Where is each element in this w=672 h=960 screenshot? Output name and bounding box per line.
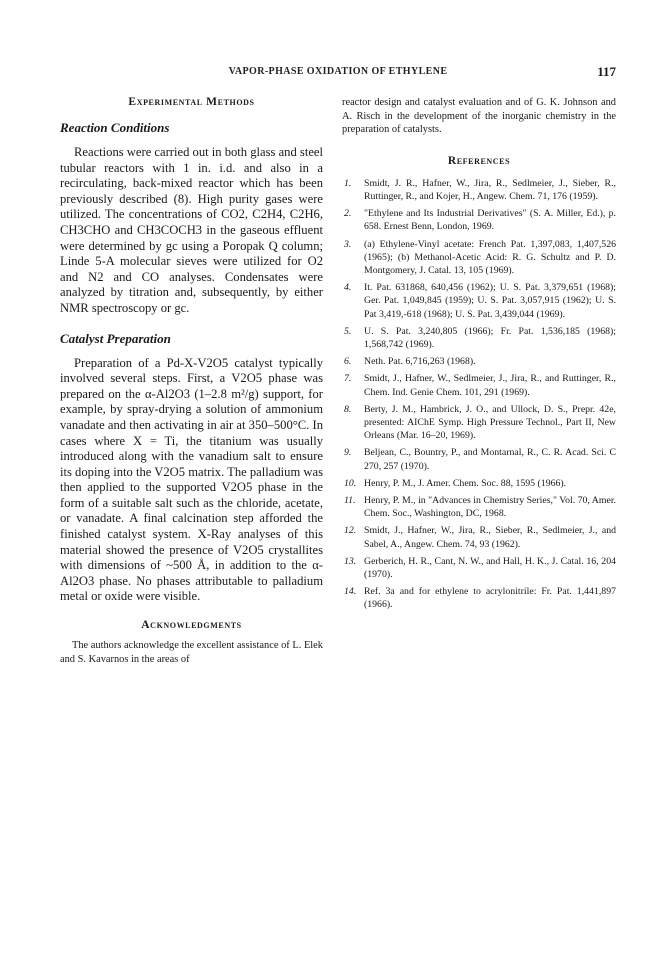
reference-item [342, 238, 616, 278]
reference-number: 8. [344, 403, 352, 415]
reference-number: 6. [344, 356, 352, 368]
reference-number: 13. [344, 555, 357, 567]
reference-number: 12. [344, 525, 357, 537]
catalyst-preparation-heading: Catalyst Preparation [60, 330, 171, 346]
reference-text: It. Pat. 631868, 640,456 (1962); U. S. Pat. 3,379,651 (1968); Ger. Pat. 1,049,845 (1959); U. S. Pat. 3,057,915 (1962); U. S. Pat 3,419,-618 (1968); U. S. Pat. 3,439,044 (1969). [364, 282, 616, 320]
acknowledgments-heading: Acknowledgments [141, 619, 242, 632]
experimental-methods-heading: Experimental Methods [128, 96, 255, 108]
reference-number: 10. [344, 477, 357, 489]
reference-item [342, 355, 616, 368]
reference-number: 1. [344, 177, 352, 189]
reference-number: 5. [344, 325, 352, 337]
reference-number: 2. [344, 208, 352, 220]
reference-item [342, 585, 616, 611]
reference-number: 7. [344, 373, 352, 385]
reaction-conditions-heading: Reaction Conditions [60, 120, 170, 135]
reference-text: Ref. 3a and for ethylene to acrylonitrile: Fr. Pat. 1,441,897 (1966). [364, 586, 616, 611]
reference-item [342, 325, 616, 351]
reference-text: Beljean, C., Bountry, P., and Montarnal, R., C. R. Acad. Sci. C 270, 257 (1970). [364, 447, 616, 472]
reference-number: 9. [344, 447, 352, 459]
reference-text: "Ethylene and Its Industrial Derivatives" (S. A. Miller, Ed.), p. 658. Ernest Benn, London, 1969. [364, 208, 616, 233]
reference-item [342, 403, 616, 443]
reference-text: Henry, P. M., in "Advances in Chemistry Series," Vol. 70, Amer. Chem. Soc., Washington, DC, 1968. [364, 495, 616, 520]
reference-text: Gerberich, H. R., Cant, N. W., and Hall, H. K., J. Catal. 16, 204 (1970). [364, 555, 616, 581]
reference-item [342, 446, 616, 472]
reference-item [342, 494, 616, 520]
reaction-conditions-paragraph: Reactions were carried out in both glass and steel tubular reactors with 1 in. i.d. and also in a recirculating, back-mixed reactor which has been previously described (8). High purity gases were utilized. The concentrations of CO2, C2H4, C2H6, CH3CHO and CH3COCH3 in the gaseous effluent were determined by gc using a Poropak Q column; Linde 5-A molecular sieves were utilized for O2 and N2 and CO analyses. Condensates were analyzed by titration and, subsequently, by either NMR spectroscopy or gc. [60, 145, 323, 315]
catalyst-preparation-paragraph: Preparation of a Pd-X-V2O5 catalyst typically involved several steps. First, a V2O5 phase was prepared on the α-Al2O3 (1–2.8 m²/g) support, for example, by spray-drying a solution of ammonium vanadate and then activating in air at 350–500°C. In cases where X = Ti, the titanium was usually introduced along with the vanadium salt to ensure its doping into the V2O5 matrix. The palladium was then applied to the supported V2O5 phase in the form of a suitable salt such as the chloride, acetate, or vanadate. A final calcination step afforded the finished catalyst system. X-Ray analyses of this material showed the presence of V2O5 crystallites with dimensions of ~500 Å, in addition to the α-Al2O3 phase. No phases attributable to palladium metal or oxide were visible. [60, 355, 323, 604]
reference-text: Smidt, J., Hafner, W., Jira, R., Sieber, R., Sedlmeier, J., and Sabel, A., Angew. Chem. 74, 93 (1962). [364, 525, 616, 550]
reference-item [342, 177, 616, 203]
reference-item [342, 281, 616, 321]
acknowledgments-continued: reactor design and catalyst evaluation and of G. K. Johnson and A. Risch in the development of the inorganic chemistry in the preparation of catalysts. [342, 97, 616, 136]
reference-text: Berty, J. M., Hambrick, J. O., and Ullock, D. S., Prepr. 42e, presented: AIChE Symp. High Pressure Technol., Part II, New Orleans (Mar. 16–20, 1969). [364, 403, 616, 442]
right-column [342, 96, 616, 616]
reference-item [342, 555, 616, 581]
reference-item [342, 207, 616, 233]
left-column [60, 96, 323, 666]
reference-item [342, 372, 616, 398]
acknowledgments-paragraph: The authors acknowledge the excellent assistance of L. Elek and S. Kavarnos in the areas of [60, 640, 323, 665]
reference-text: Smidt, J. R., Hafner, W., Jira, R., Sedlmeier, J., Sieber, R., Ruttinger, R., and Kojer, H., Angew. Chem. 71, 176 (1959). [364, 177, 616, 202]
reference-text: U. S. Pat. 3,240,805 (1966); Fr. Pat. 1,536,185 (1968); 1,568,742 (1969). [364, 325, 616, 351]
page-number: 117 [597, 64, 616, 79]
reference-text: Henry, P. M., J. Amer. Chem. Soc. 88, 1595 (1966). [364, 477, 567, 489]
page-header [60, 64, 616, 84]
reference-number: 4. [344, 282, 352, 294]
reference-text: Smidt, J., Hafner, W., Sedlmeier, J., Jira, R., and Ruttinger, R., Chem. Ind. Genie Chem. 101, 291 (1969). [364, 373, 616, 398]
reference-number: 3. [344, 238, 352, 250]
reference-item [342, 524, 616, 550]
references-heading: References [447, 154, 511, 167]
running-title: VAPOR-PHASE OXIDATION OF ETHYLENE [228, 66, 448, 77]
reference-list [342, 177, 616, 612]
reference-number: 11. [344, 495, 356, 507]
reference-text: (a) Ethylene-Vinyl acetate: French Pat. 1,397,083, 1,407,526 (1965); (b) Methanol-Acetic Acid: R. G. Schultz and P. D. Montgomery, J. Catal. 13, 105 (1969). [364, 238, 616, 276]
reference-text: Neth. Pat. 6,716,263 (1968). [364, 356, 476, 368]
reference-number: 14. [344, 586, 357, 598]
reference-item [342, 477, 616, 490]
